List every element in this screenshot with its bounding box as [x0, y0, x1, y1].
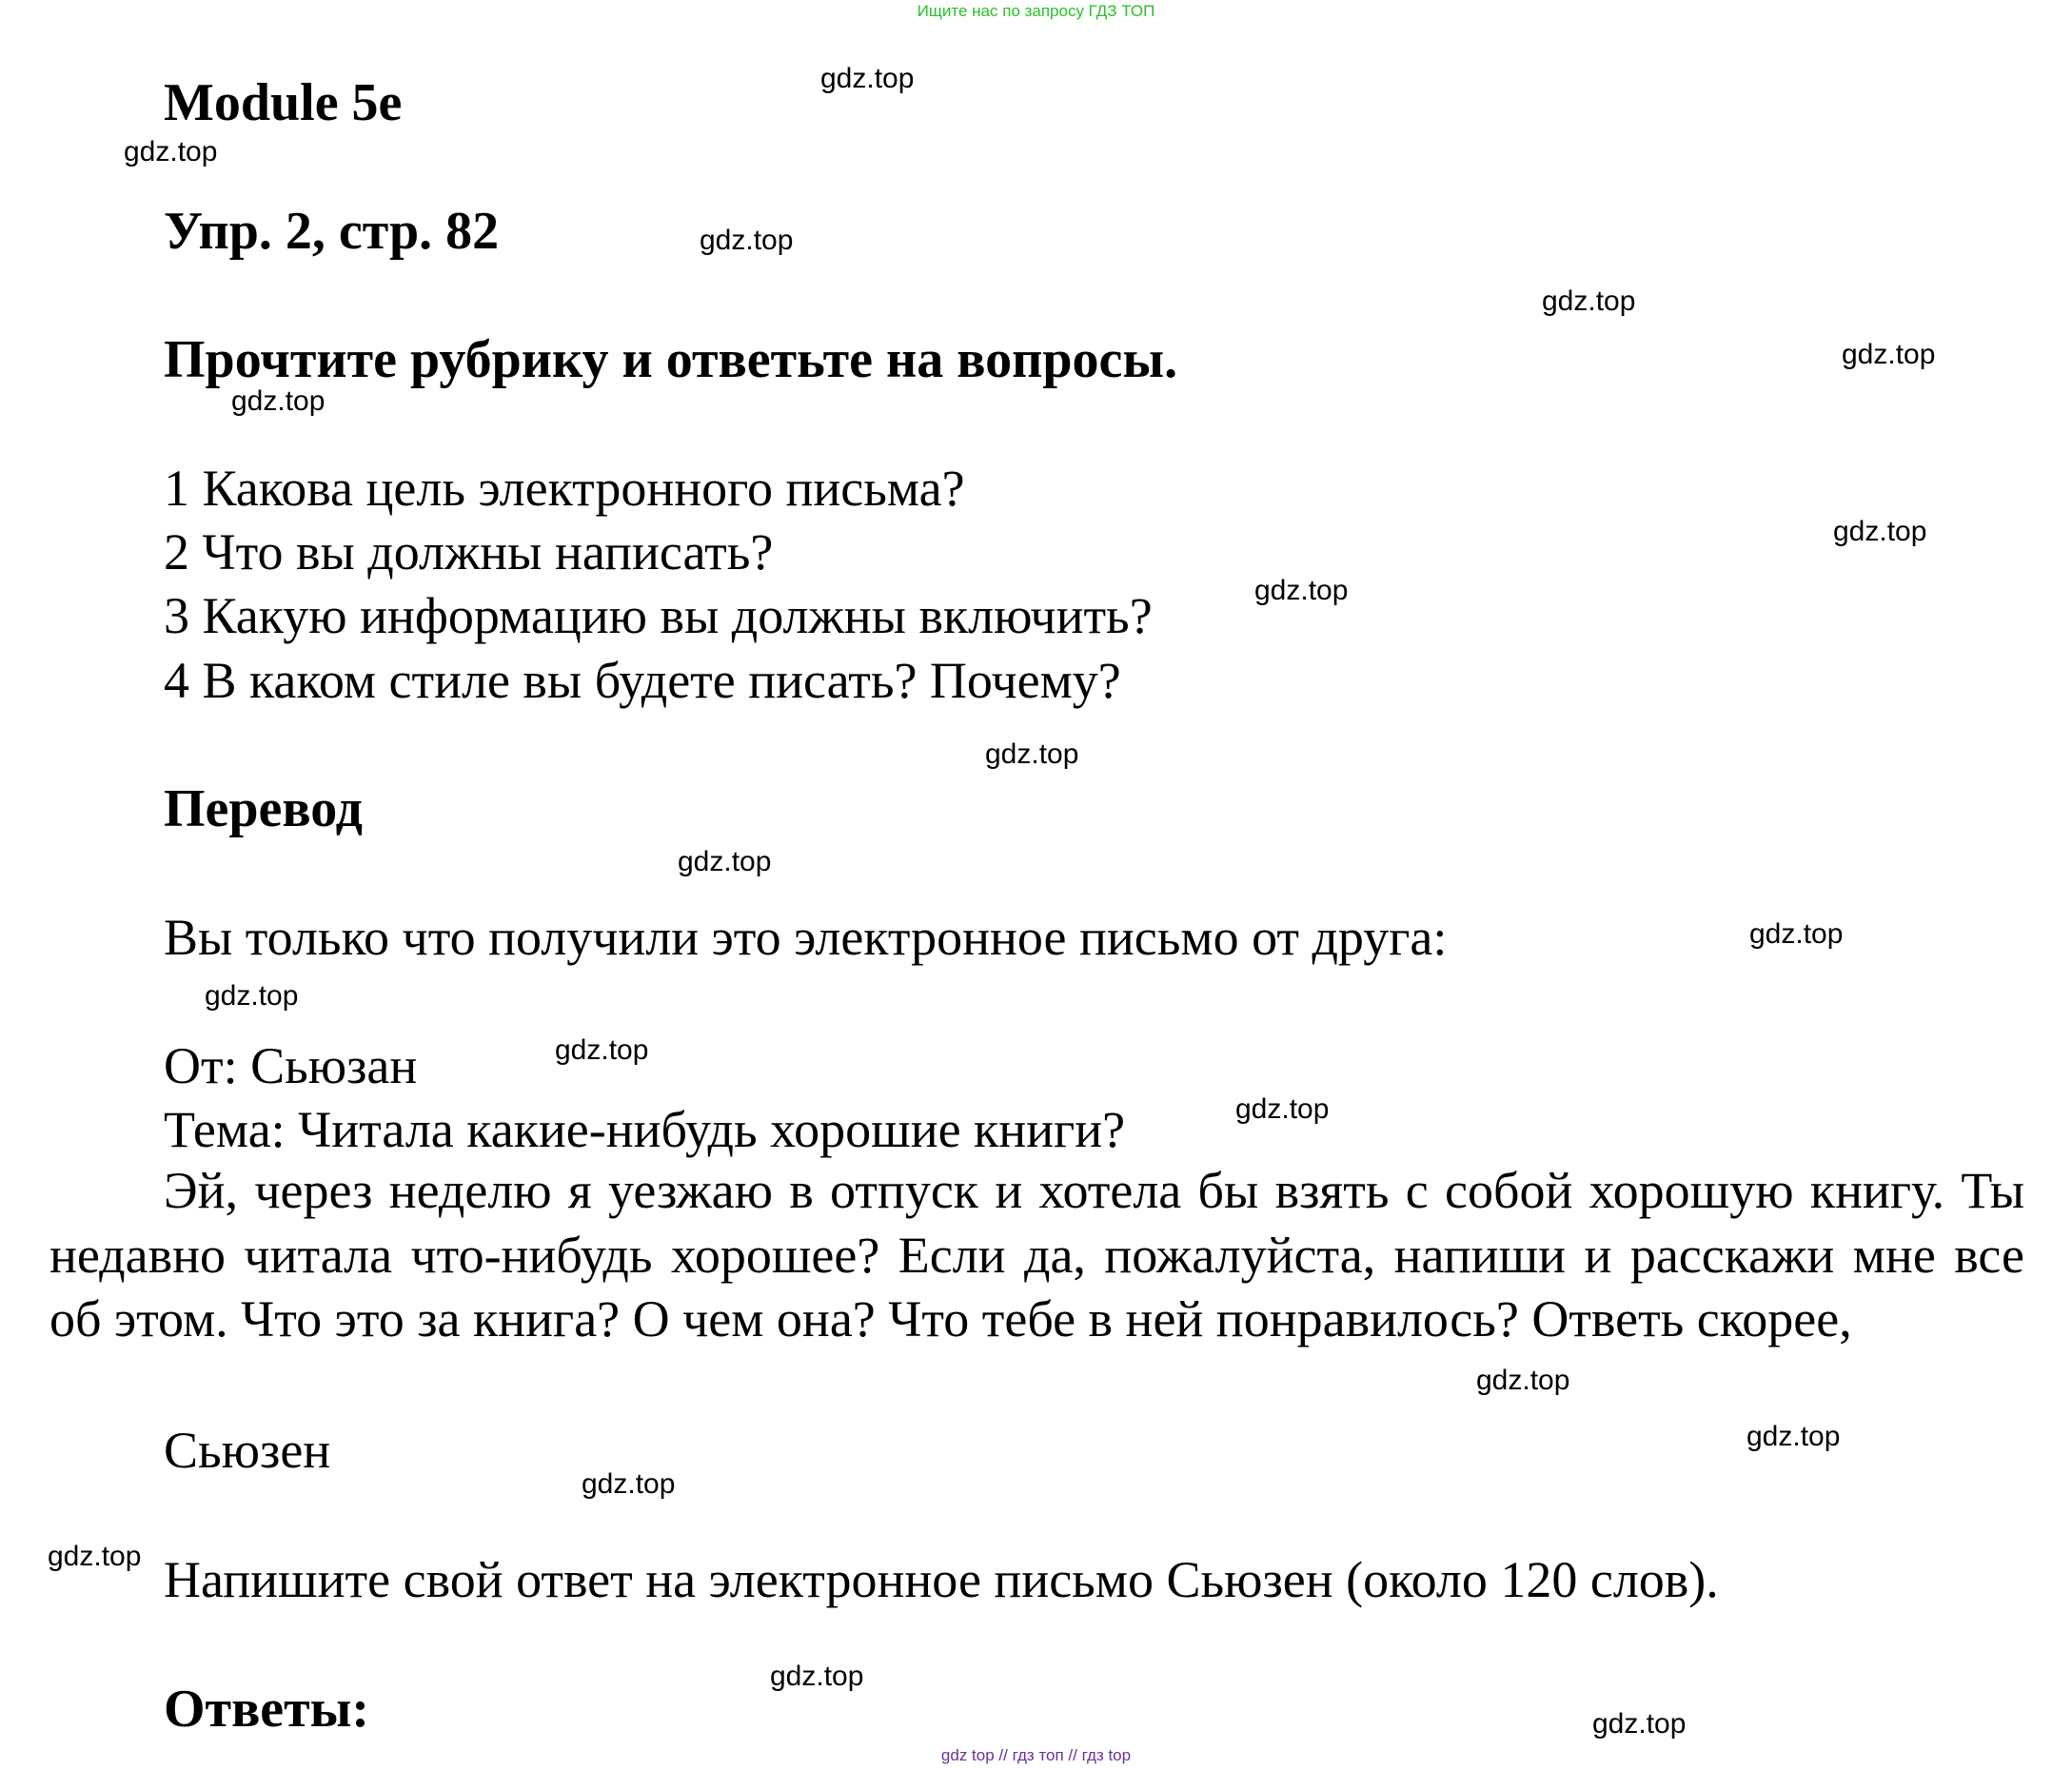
module-title: Module 5e [164, 73, 403, 132]
watermark: gdz.top [1842, 339, 1936, 370]
intro-line: Вы только что получили это электронное письмо от друга: [164, 909, 1448, 966]
watermark: gdz.top [1749, 918, 1844, 950]
watermark: gdz.top [985, 738, 1079, 770]
watermark: gdz.top [1592, 1708, 1687, 1740]
watermark: gdz.top [124, 136, 218, 167]
watermark: gdz.top [205, 980, 299, 1012]
question-2: 2 Что вы должны написать? [164, 523, 774, 580]
email-subject: Тема: Читала какие-нибудь хорошие книги? [164, 1101, 1126, 1158]
email-signature: Сьюзен [164, 1422, 331, 1479]
question-1: 1 Какова цель электронного письма? [164, 460, 965, 517]
top-banner: Ищите нас по запросу ГДЗ ТОП [917, 2, 1155, 20]
question-4: 4 В каком стиле вы будете писать? Почему? [164, 652, 1121, 709]
watermark: gdz.top [555, 1034, 649, 1066]
watermark: gdz.top [820, 63, 915, 94]
watermark: gdz.top [770, 1661, 864, 1692]
watermark: gdz.top [1746, 1421, 1841, 1452]
instruction-heading: Прочтите рубрику и ответьте на вопросы. [164, 330, 1178, 389]
bottom-banner: gdz top // гдз топ // гдз top [940, 1746, 1132, 1764]
watermark: gdz.top [48, 1541, 142, 1572]
answers-heading: Ответы: [164, 1680, 370, 1739]
watermark: gdz.top [1254, 575, 1349, 606]
watermark: gdz.top [678, 846, 772, 877]
watermark: gdz.top [582, 1468, 676, 1500]
watermark: gdz.top [700, 225, 794, 256]
exercise-title: Упр. 2, стр. 82 [164, 202, 500, 261]
question-3: 3 Какую информацию вы должны включить? [164, 587, 1153, 644]
watermark: gdz.top [231, 385, 326, 417]
watermark: gdz.top [1235, 1093, 1330, 1125]
translation-heading: Перевод [164, 779, 363, 838]
watermark: gdz.top [1833, 516, 1927, 547]
task-text: Напишите свой ответ на электронное письмо Сьюзен (около 120 слов). [164, 1551, 1719, 1608]
email-body: Эй, через неделю я уезжаю в отпуск и хотела бы взять с собой хорошую книгу. Ты недавно читала что-нибудь хорошее? Если да, пожалуйста, напиши и расскажи мне все об этом. Что это за книга? О чем она? Что тебе в ней понравилось? Ответь скорее, [49, 1162, 2024, 1347]
watermark: gdz.top [1542, 285, 1636, 317]
watermark: gdz.top [1476, 1365, 1570, 1396]
email-from: От: Сьюзан [164, 1037, 418, 1094]
